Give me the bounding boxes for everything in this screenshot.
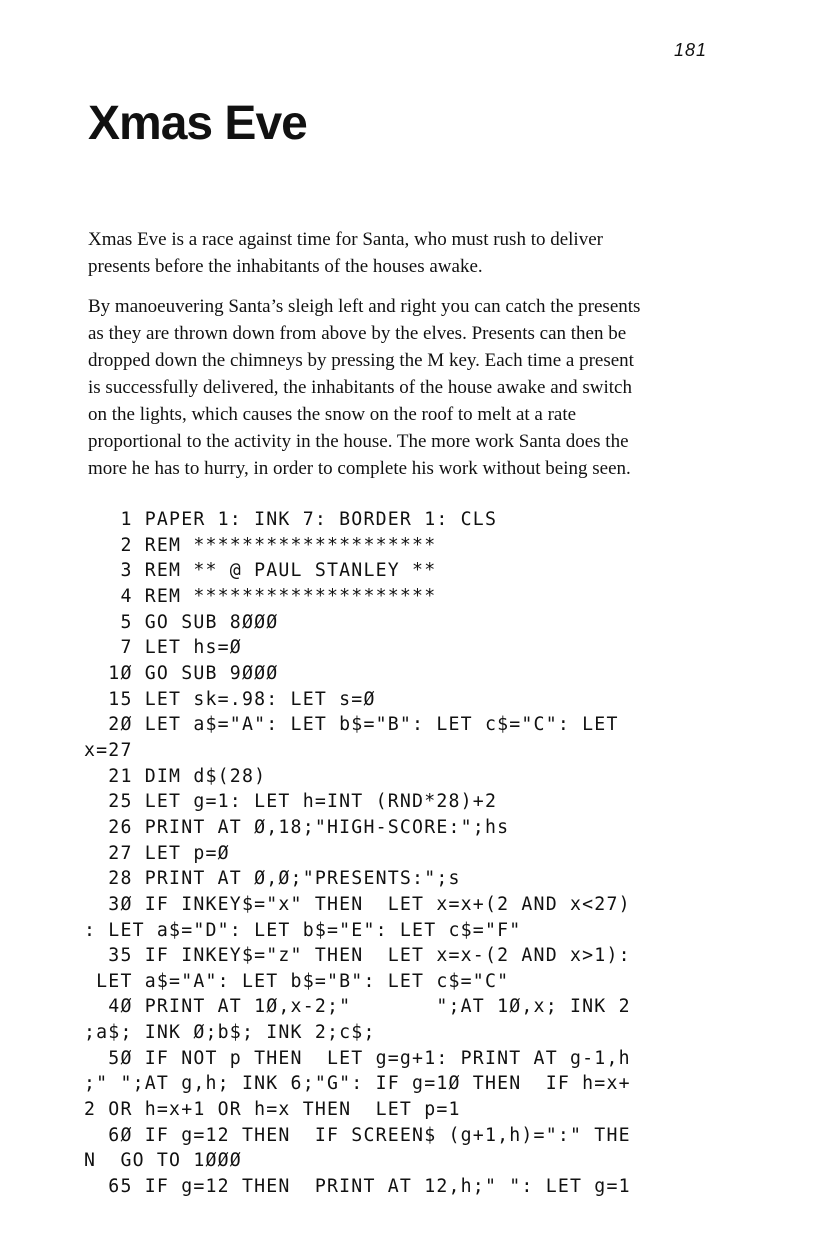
code-line: 5Ø IF NOT p THEN LET g=g+1: PRINT AT g-1,h [84,1047,631,1069]
code-line: 5 GO SUB 8ØØØ [84,611,279,633]
text-line: dropped down the chimneys by pressing the M key. Each time a present [88,350,634,371]
page-number: 181 [674,40,708,60]
code-line: 27 LET p=Ø [84,842,230,864]
text-line: more he has to hurry, in order to complete his work without being seen. [88,458,631,479]
code-line: 21 DIM d$(28) [84,765,267,787]
code-line: 1 PAPER 1: INK 7: BORDER 1: CLS [84,509,498,530]
code-line: 4Ø PRINT AT 1Ø,x-2;" ";AT 1Ø,x; INK 2 [84,996,631,1018]
page-title: Xmas Eve [88,97,307,150]
code-line: : LET a$="D": LET b$="E": LET c$="F" [84,919,522,941]
code-line: LET a$="A": LET b$="B": LET c$="C" [84,970,510,992]
text-line: as they are thrown down from above by the elves. Presents can then be [88,323,627,344]
code-line: 7 LET hs=Ø [84,637,242,659]
text-line: is successfully delivered, the inhabitants of the house awake and switch [88,377,632,398]
code-line: 35 IF INKEY$="z" THEN LET x=x-(2 AND x>1): [84,945,631,967]
code-line: 1Ø GO SUB 9ØØØ [84,662,279,684]
code-line: 2 REM ******************** [84,534,437,556]
code-line: 4 REM ******************** [84,585,437,607]
code-line: x=27 [84,739,133,761]
text-line: on the lights, which causes the snow on the roof to melt at a rate [88,404,577,425]
code-line: 26 PRINT AT Ø,18;"HIGH-SCORE:";hs [84,816,510,838]
code-line: 3Ø IF INKEY$="x" THEN LET x=x+(2 AND x<27) [84,893,631,915]
code-line: 6Ø IF g=12 THEN IF SCREEN$ (g+1,h)=":" THE [84,1124,631,1146]
text-line: Xmas Eve is a race against time for Santa, who must rush to deliver [88,229,603,250]
code-line: ;" ";AT g,h; INK 6;"G": IF g=1Ø THEN IF h=x+ [84,1073,631,1095]
text-line: proportional to the activity in the house. The more work Santa does the [88,431,629,452]
code-line: 15 LET sk=.98: LET s=Ø [84,688,376,710]
intro-text [88,226,728,495]
code-line: 25 LET g=1: LET h=INT (RND*28)+2 [84,791,498,813]
text-line: presents before the inhabitants of the houses awake. [88,256,483,277]
code-line: 65 IF g=12 THEN PRINT AT 12,h;" ": LET g=1 [84,1176,631,1198]
code-line: 2 OR h=x+1 OR h=x THEN LET p=1 [84,1099,461,1121]
code-line: N GO TO 1ØØØ [84,1150,242,1172]
program-listing [84,507,631,1200]
text-line: By manoeuvering Santa’s sleigh left and right you can catch the presents [88,296,641,317]
code-line: 2Ø LET a$="A": LET b$="B": LET c$="C": LET [84,714,619,736]
intro-paragraph [88,293,728,482]
code-line: 28 PRINT AT Ø,Ø;"PRESENTS:";s [84,868,461,890]
code-line: 3 REM ** @ PAUL STANLEY ** [84,560,437,582]
intro-paragraph [88,226,728,280]
code-line: ;a$; INK Ø;b$; INK 2;c$; [84,1022,376,1044]
